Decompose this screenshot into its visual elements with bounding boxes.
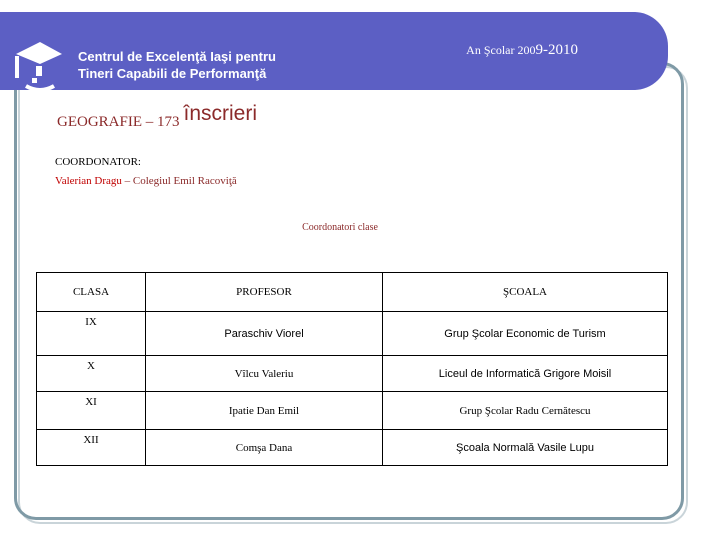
organization-name (78, 48, 276, 82)
table-row (37, 392, 668, 430)
coordinator-name: Valerian Dragu (55, 175, 122, 187)
table-row (37, 312, 668, 356)
table-row (37, 430, 668, 466)
cell-profesor: Vîlcu Valeriu (146, 356, 383, 392)
title-suffix: înscrieri (183, 102, 258, 125)
year-middle: 9-20 (535, 42, 563, 58)
cell-clasa: XI (37, 392, 146, 430)
year-prefix: An Şcolar 200 (466, 43, 536, 57)
table-header-row (37, 273, 668, 312)
cell-scoala: Grup Şcolar Radu Cernătescu (383, 392, 668, 430)
coordinator-line (55, 175, 237, 187)
cell-profesor: Comşa Dana (146, 430, 383, 466)
org-line-2: Tineri Capabili de Performanţă (78, 66, 267, 81)
coordinators-table (36, 272, 668, 466)
cell-clasa: X (37, 356, 146, 392)
title-main: GEOGRAFIE – 173 (57, 114, 180, 130)
coordinator-label: COORDONATOR: (55, 156, 141, 168)
cell-scoala: Liceul de Informatică Grigore Moisil (383, 356, 668, 392)
cell-profesor: Paraschiv Viorel (146, 312, 383, 356)
class-coordinators-label: Coordonatori clase (302, 222, 378, 233)
cell-profesor: Ipatie Dan Emil (146, 392, 383, 430)
cell-clasa: IX (37, 312, 146, 356)
header-profesor: PROFESOR (146, 273, 383, 312)
org-line-1: Centrul de Excelenţă Iaşi pentru (78, 49, 276, 64)
cell-clasa: XII (37, 430, 146, 466)
page-title (57, 102, 258, 132)
year-suffix: 10 (563, 42, 578, 58)
cell-scoala: Şcoala Normală Vasile Lupu (383, 430, 668, 466)
header-scoala: ŞCOALA (383, 273, 668, 312)
coordinator-school: – Colegiul Emil Racoviţă (121, 175, 237, 187)
cell-scoala: Grup Şcolar Economic de Turism (383, 312, 668, 356)
table-row (37, 356, 668, 392)
header-banner (0, 12, 668, 90)
graduation-cap-logo-icon (12, 34, 64, 94)
school-year (466, 42, 578, 59)
header-clasa: CLASA (37, 273, 146, 312)
